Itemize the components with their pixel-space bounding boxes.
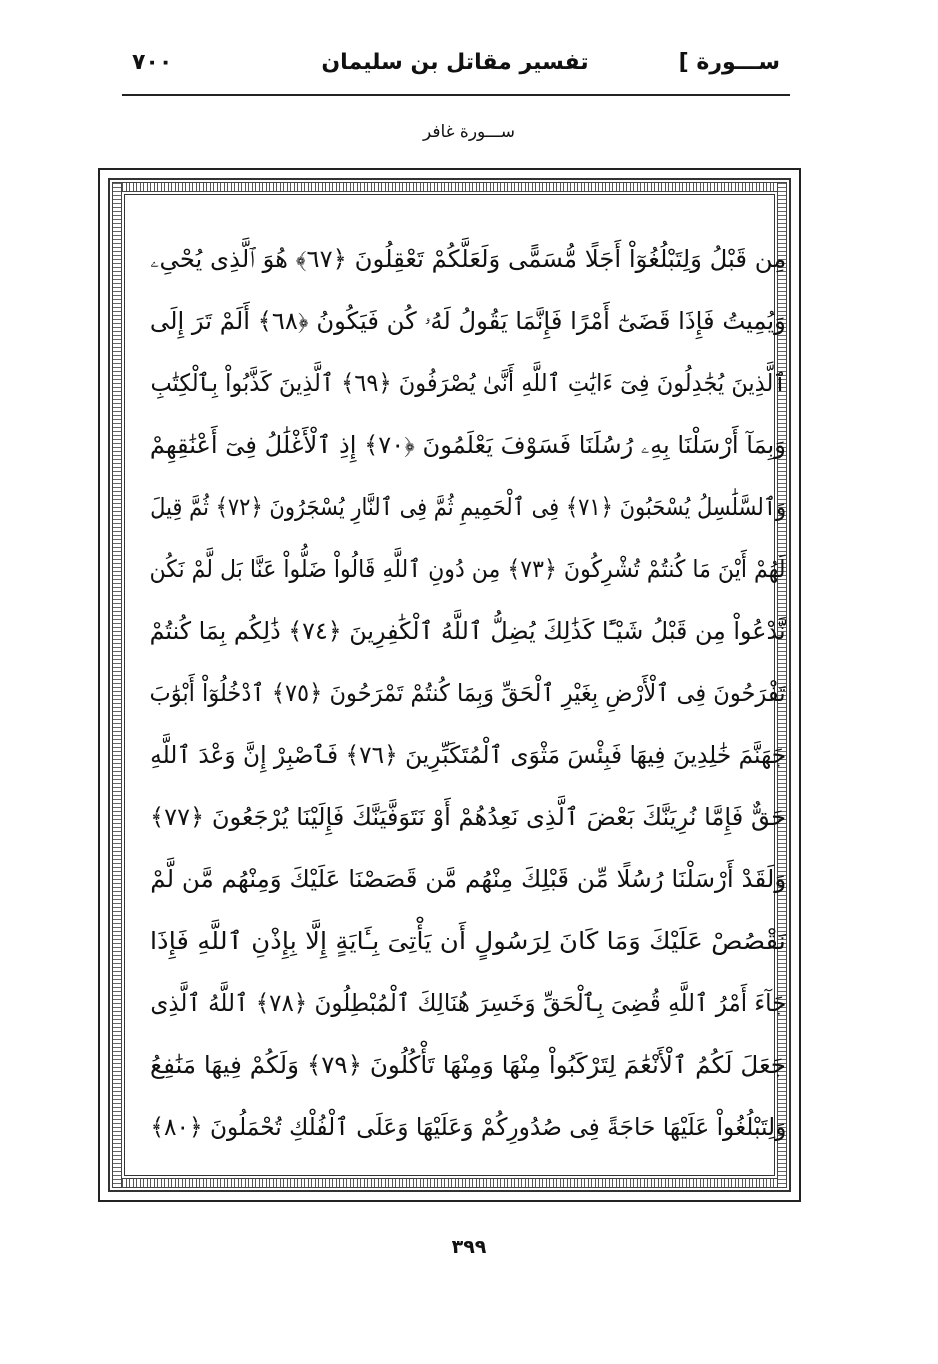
verse-line [150, 1034, 786, 1096]
verse-line-text: وَيُمِيتُ فَإِذَا قَضَىٰٓ أَمْرًا فَإِنَّمَا يَقُولُ لَهُۥ كُن فَيَكُونُ ﴿٦٨﴾ أَلَمْ تَرَ إِلَى [150, 307, 786, 335]
frame-bottom-band [112, 1178, 787, 1188]
verse-line [150, 848, 786, 910]
verse-line [150, 414, 786, 476]
verse-line [150, 538, 786, 600]
verse-line-text: وَلَقَدْ أَرْسَلْنَا رُسُلًا مِّن قَبْلِكَ مِنْهُم مَّن قَصَصْنَا عَلَيْكَ وَمِنْهُم مَّن لَّمْ [150, 865, 786, 893]
surah-marker: [ ســـورة [678, 50, 780, 75]
quran-text-block [150, 228, 786, 1158]
verse-line [150, 1096, 786, 1158]
frame-top-band [112, 182, 787, 192]
page-number: ٧٠٠ [132, 50, 173, 75]
verse-line-text: لَهُمْ أَيْنَ مَا كُنتُمْ تُشْرِكُونَ ﴿٧٣﴾ مِن دُونِ ٱللَّهِ قَالُواْ ضَلُّواْ عَنَّا بَل لَّمْ نَكُن [150, 555, 786, 583]
verse-line-text: حَقٌّ فَإِمَّا نُرِيَنَّكَ بَعْضَ ٱلَّذِى نَعِدُهُمْ أَوْ نَتَوَفَّيَنَّكَ فَإِلَيْنَا يُرْجَعُونَ ﴿٧٧﴾ [150, 803, 786, 831]
verse-line [150, 228, 786, 290]
verse-line-text: جَهَنَّمَ خَٰلِدِينَ فِيهَا فَبِئْسَ مَثْوَى ٱلْمُتَكَبِّرِينَ ﴿٧٦﴾ فَٱصْبِرْ إِنَّ وَعْدَ ٱللَّهِ [150, 741, 786, 769]
verse-line [150, 972, 786, 1034]
surah-heading: ســـورة غافر [422, 122, 516, 142]
verse-line [150, 476, 786, 538]
verse-line [150, 724, 786, 786]
verse-line [150, 910, 786, 972]
verse-line-text: تَفْرَحُونَ فِى ٱلْأَرْضِ بِغَيْرِ ٱلْحَقِّ وَبِمَا كُنتُمْ تَمْرَحُونَ ﴿٧٥﴾ ٱدْخُلُوٓاْ أَبْوَٰبَ [150, 679, 786, 707]
verse-line-text: وَلِتَبْلُغُواْ عَلَيْهَا حَاجَةً فِى صُدُورِكُمْ وَعَلَيْهَا وَعَلَى ٱلْفُلْكِ تُحْمَلُونَ ﴿٨٠﴾ [150, 1113, 786, 1141]
verse-line [150, 290, 786, 352]
verse-line-text: جَآءَ أَمْرُ ٱللَّهِ قُضِىَ بِٱلْحَقِّ وَخَسِرَ هُنَالِكَ ٱلْمُبْطِلُونَ ﴿٧٨﴾ ٱللَّهُ ٱلَّذِى [150, 989, 786, 1017]
book-title: تفسير مقاتل بن سليمان [321, 50, 589, 75]
verse-line [150, 662, 786, 724]
header-rule [122, 94, 790, 96]
running-header [120, 50, 790, 90]
verse-line [150, 352, 786, 414]
folio-number: ٣٩٩ [451, 1236, 487, 1258]
verse-line [150, 786, 786, 848]
verse-line-text: وَبِمَآ أَرْسَلْنَا بِهِۦ رُسُلَنَا فَسَوْفَ يَعْلَمُونَ ﴿٧٠﴾ إِذِ ٱلْأَغْلَٰلُ فِىٓ أَعْنَٰقِهِمْ [150, 431, 786, 459]
verse-line [150, 600, 786, 662]
verse-line-text: مِن قَبْلُ وَلِتَبْلُغُوٓاْ أَجَلًا مُّسَمًّى وَلَعَلَّكُمْ تَعْقِلُونَ ﴿٦٧﴾ هُوَ ٱلَّذِى يُحْىِۦ [150, 245, 786, 273]
verse-line-text: نَقْصُصْ عَلَيْكَ وَمَا كَانَ لِرَسُولٍ أَن يَأْتِىَ بِـَٔايَةٍ إِلَّا بِإِذْنِ ٱللَّهِ فَإِذَا [150, 927, 786, 955]
verse-line-text: ٱلَّذِينَ يُجَٰدِلُونَ فِىٓ ءَايَٰتِ ٱللَّهِ أَنَّىٰ يُصْرَفُونَ ﴿٦٩﴾ ٱلَّذِينَ كَذَّبُواْ بِٱلْكِتَٰبِ [150, 369, 786, 397]
verse-line-text: وَٱلسَّلَٰسِلُ يُسْحَبُونَ ﴿٧١﴾ فِى ٱلْحَمِيمِ ثُمَّ فِى ٱلنَّارِ يُسْجَرُونَ ﴿٧٢﴾ ثُمَّ قِيلَ [150, 493, 786, 521]
verse-line-text: نَّدْعُواْ مِن قَبْلُ شَيْـًٔا كَذَٰلِكَ يُضِلُّ ٱللَّهُ ٱلْكَٰفِرِينَ ﴿٧٤﴾ ذَٰلِكُم بِمَا كُنتُمْ [150, 617, 786, 645]
verse-line-text: جَعَلَ لَكُمُ ٱلْأَنْعَٰمَ لِتَرْكَبُواْ مِنْهَا وَمِنْهَا تَأْكُلُونَ ﴿٧٩﴾ وَلَكُمْ فِيهَا مَنَٰفِعُ [150, 1051, 786, 1079]
